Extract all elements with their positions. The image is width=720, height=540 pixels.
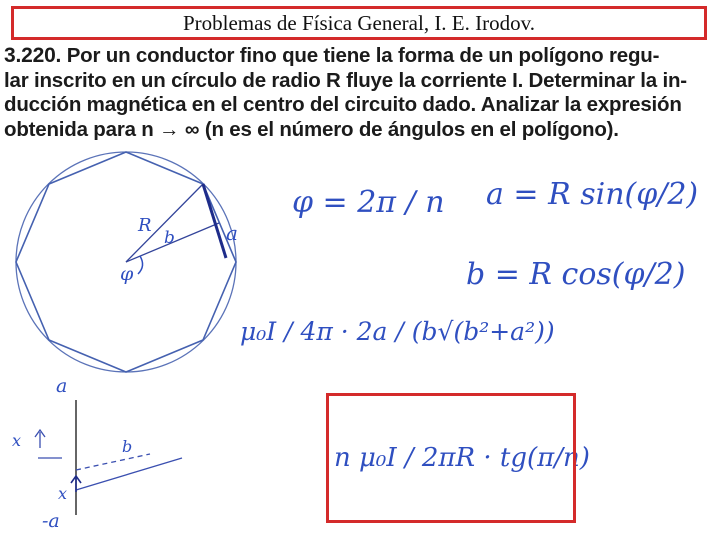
- problem-line-2: lar inscrito en un círculo de radio R fluye la corriente I. Determinar la in-: [4, 68, 687, 92]
- label-b: b: [164, 228, 175, 248]
- angle-arc: [138, 256, 143, 274]
- slide-title-text: Problemas de Física General, I. E. Irodov.: [182, 10, 536, 35]
- label-b-side: b: [122, 437, 133, 456]
- label-x-bottom: x: [58, 484, 68, 503]
- polygon-side-highlight: [203, 184, 226, 258]
- polygon-figure: [16, 152, 238, 372]
- label-a: a: [226, 221, 238, 245]
- label-phi: φ: [120, 263, 134, 285]
- eq-field-element: μ₀I / 4π · 2a / (b√(b²+a²)): [240, 317, 555, 346]
- label-R: R: [138, 215, 152, 236]
- slanted-line: [76, 458, 182, 490]
- problem-line-4: obtenida para n → ∞ (n es el número de ángulos en el polígono).: [4, 117, 619, 141]
- eq-final-answer: n μ₀I / 2πR · tg(π/n): [334, 443, 590, 473]
- problem-number: 3.220.: [4, 44, 62, 67]
- problem-line-3: ducción magnética en el centro del circuito dado. Analizar la expresión: [4, 93, 682, 116]
- problem-text-1: Por un conductor fino que tiene la forma de un polígono regu-: [66, 44, 660, 67]
- eq-angle: φ = 2π / n: [292, 185, 445, 220]
- distance-b-line: [76, 454, 150, 470]
- axis-label-minus-a: -a: [42, 510, 60, 532]
- label-x-top: x: [12, 431, 22, 450]
- axis-label-a: a: [56, 375, 68, 397]
- side-diagram: [12, 375, 182, 532]
- eq-apothem: b = R cos(φ/2): [466, 257, 686, 292]
- eq-side: a = R sin(φ/2): [486, 177, 699, 212]
- answer-highlight-box: [326, 393, 576, 523]
